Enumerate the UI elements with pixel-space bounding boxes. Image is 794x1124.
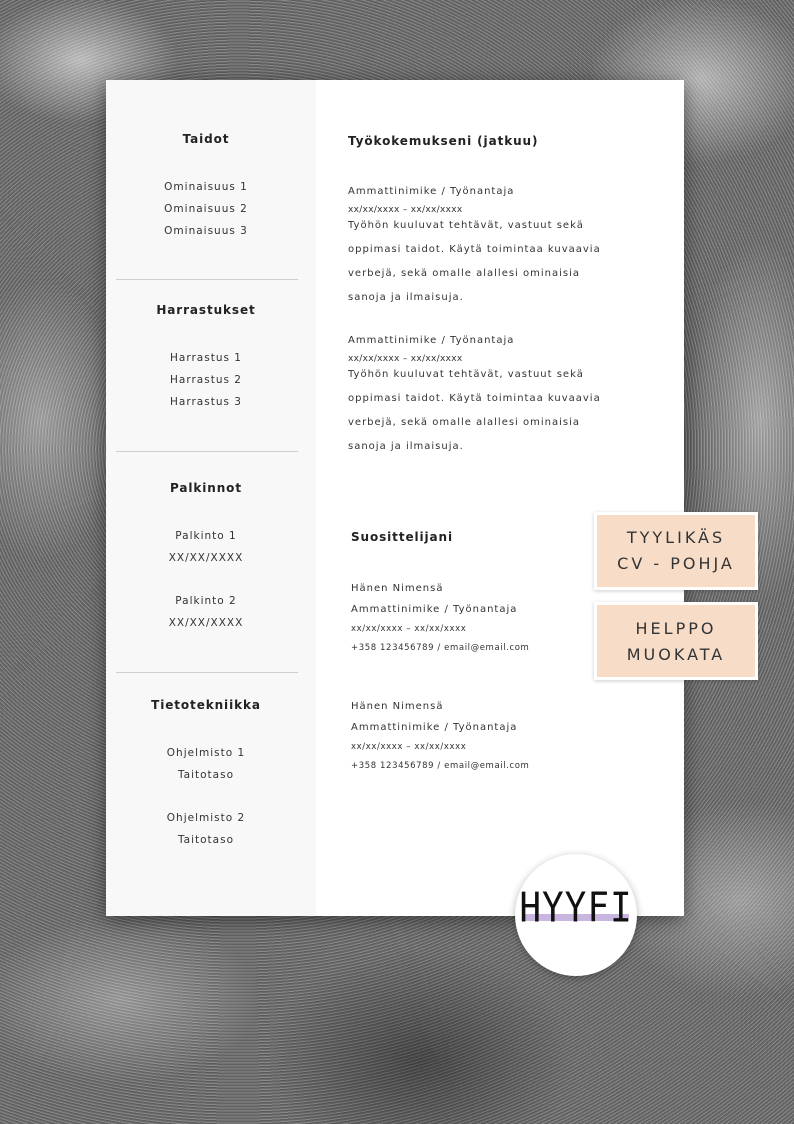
award-date: XX/XX/XXXX bbox=[168, 552, 244, 564]
cv-page bbox=[106, 80, 684, 916]
reference-name: Hänen Nimensä bbox=[351, 701, 444, 712]
job-role: Ammattinimike / Työnantaja bbox=[348, 335, 515, 346]
reference-role: Ammattinimike / Työnantaja bbox=[351, 604, 518, 615]
award-name: Palkinto 1 bbox=[175, 530, 237, 542]
skill-level: Taitotaso bbox=[177, 834, 234, 846]
skill-item: Ominaisuus 2 bbox=[164, 203, 248, 215]
award-date: XX/XX/XXXX bbox=[168, 617, 244, 629]
reference-entry bbox=[351, 578, 529, 658]
job-dates: xx/xx/xxxx – xx/xx/xxxx bbox=[348, 354, 463, 364]
divider bbox=[116, 672, 298, 673]
software-name: Ohjelmisto 1 bbox=[166, 747, 246, 759]
skills-section bbox=[116, 132, 296, 242]
job-description: Työhön kuuluvat tehtävät, vastuut sekä oppimasi taidot. Käytä toimintaa kuvaavia verbejä, sekä omalle alallesi ominaisia sanoja ja ilmaisuja. bbox=[348, 220, 601, 303]
reference-name: Hänen Nimensä bbox=[351, 583, 444, 594]
hobby-item: Harrastus 1 bbox=[170, 352, 242, 364]
reference-contact: +358 123456789 / email@email.com bbox=[351, 761, 530, 771]
reference-contact: +358 123456789 / email@email.com bbox=[351, 643, 530, 653]
experience-title: Työkokemukseni (jatkuu) bbox=[348, 134, 539, 148]
software-name: Ohjelmisto 2 bbox=[166, 812, 246, 824]
awards-section bbox=[116, 481, 296, 634]
reference-dates: xx/xx/xxxx – xx/xx/xxxx bbox=[351, 624, 467, 634]
it-title: Tietotekniikka bbox=[151, 698, 261, 712]
easy-edit-badge: HELPPO MUOKATA bbox=[594, 602, 758, 680]
award-name: Palkinto 2 bbox=[175, 595, 237, 607]
hobbies-section bbox=[116, 303, 296, 413]
skill-item: Ominaisuus 3 bbox=[164, 225, 248, 237]
skill-item: Ominaisuus 1 bbox=[164, 181, 248, 193]
cv-sidebar bbox=[106, 80, 316, 916]
stylish-cv-badge: TYYLIKÄS CV - POHJA bbox=[594, 512, 758, 590]
skills-title: Taidot bbox=[182, 132, 230, 146]
job-description: Työhön kuuluvat tehtävät, vastuut sekä oppimasi taidot. Käytä toimintaa kuvaavia verbejä, sekä omalle alallesi ominaisia sanoja ja ilmaisuja. bbox=[348, 369, 601, 452]
hobby-item: Harrastus 2 bbox=[170, 374, 242, 386]
awards-title: Palkinnot bbox=[170, 481, 242, 495]
job-role: Ammattinimike / Työnantaja bbox=[348, 186, 515, 197]
hobby-item: Harrastus 3 bbox=[170, 396, 242, 408]
it-section bbox=[116, 698, 296, 851]
reference-entry bbox=[351, 696, 529, 776]
hyyfi-logo bbox=[515, 854, 637, 976]
job-dates: xx/xx/xxxx – xx/xx/xxxx bbox=[348, 205, 463, 215]
divider bbox=[116, 451, 298, 452]
references-title: Suosittelijani bbox=[351, 530, 453, 544]
hobbies-title: Harrastukset bbox=[156, 303, 256, 317]
reference-dates: xx/xx/xxxx – xx/xx/xxxx bbox=[351, 742, 467, 752]
job-entry bbox=[348, 331, 601, 459]
reference-role: Ammattinimike / Työnantaja bbox=[351, 722, 518, 733]
skill-level: Taitotaso bbox=[177, 769, 234, 781]
job-entry bbox=[348, 182, 601, 310]
divider bbox=[116, 279, 298, 280]
logo-text: HYYFI bbox=[519, 884, 633, 933]
